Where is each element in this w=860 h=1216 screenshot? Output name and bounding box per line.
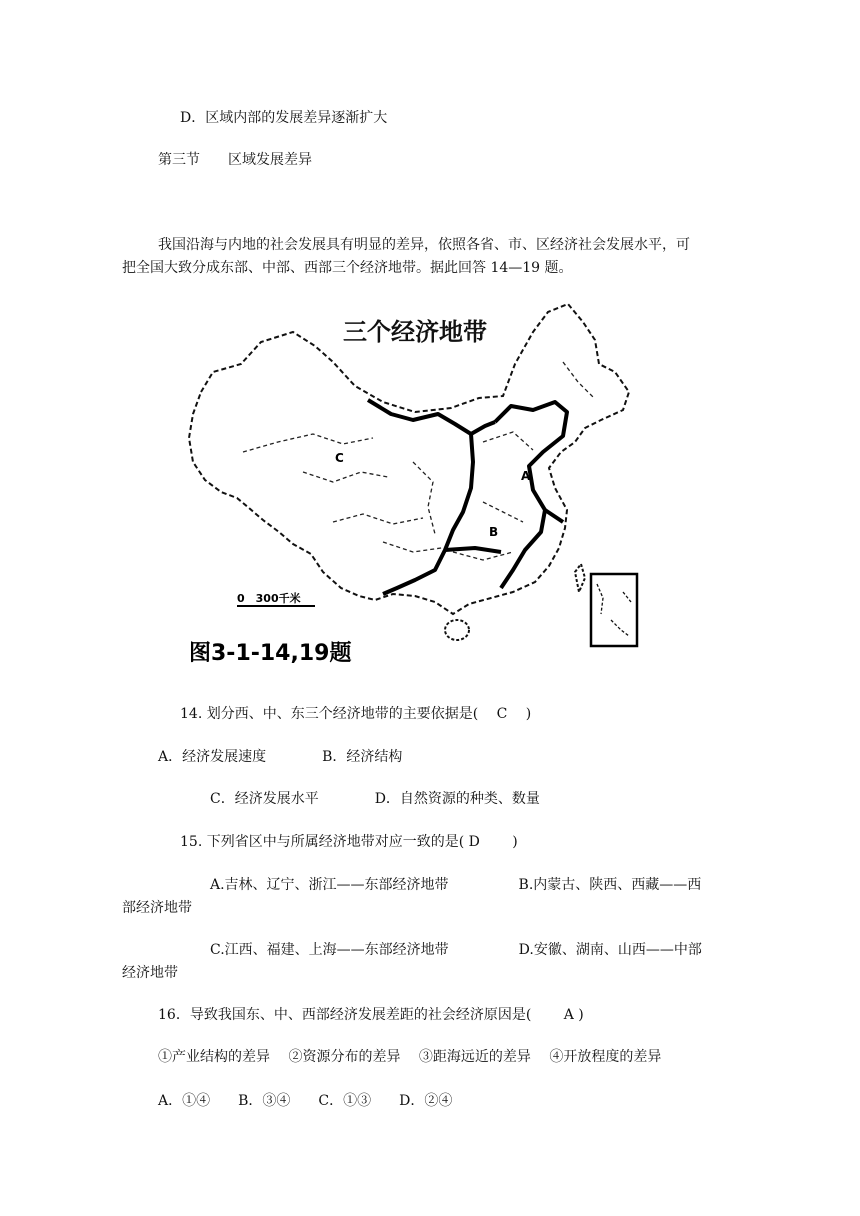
question-14-options-cd: C．经济发展水平 D．自然资源的种类、数量 xyxy=(210,791,540,807)
question-15-options-ab-line2: 部经济地带 xyxy=(122,900,192,916)
economic-zones-map xyxy=(183,302,663,672)
map-title: 三个经济地带 xyxy=(343,318,487,346)
question-15-options-cd-line1: C.江西、福建、上海——东部经济地带 D.安徽、湖南、山西——中部 xyxy=(210,942,702,958)
question-14-options-ab: A．经济发展速度 B．经济结构 xyxy=(158,749,403,765)
map-scale: 0 300千米 xyxy=(237,592,301,605)
question-15-options-ab-line1: A.吉林、辽宁、浙江——东部经济地带 B.内蒙古、陕西、西藏——西 xyxy=(210,877,702,893)
hainan-island xyxy=(445,620,469,640)
intro-paragraph-line-1: 我国沿海与内地的社会发展具有明显的差异，依照各省、市、区经济社会发展水平，可 xyxy=(158,237,690,253)
region-label-west: C xyxy=(335,451,344,465)
intro-paragraph-line-2: 把全国大致分成东部、中部、西部三个经济地带。据此回答 14—19 题。 xyxy=(122,260,573,276)
question-14: 14. 划分西、中、东三个经济地带的主要依据是( C ) xyxy=(180,706,532,722)
question-15-options-cd-line2: 经济地带 xyxy=(122,965,178,981)
zone-boundaries xyxy=(368,400,567,594)
question-15: 15. 下列省区中与所属经济地带对应一致的是( D ) xyxy=(180,834,518,850)
question-16-factors: ①产业结构的差异 ②资源分布的差异 ③距海远近的差异 ④开放程度的差异 xyxy=(158,1049,662,1065)
region-label-east: A xyxy=(521,469,531,483)
q13-option-d: D．区域内部的发展差异逐渐扩大 xyxy=(180,110,388,126)
question-16-options: A．①④ B．③④ C．①③ D．②④ xyxy=(158,1093,453,1109)
section-heading: 第三节 区域发展差异 xyxy=(158,152,312,168)
taiwan-island xyxy=(575,564,585,592)
region-label-central: B xyxy=(489,525,499,539)
map-caption: 图3-1-14,19题 xyxy=(189,641,352,666)
china-outline xyxy=(189,304,629,614)
question-16: 16．导致我国东、中、西部经济发展差距的社会经济原因是( A ) xyxy=(158,1007,584,1023)
